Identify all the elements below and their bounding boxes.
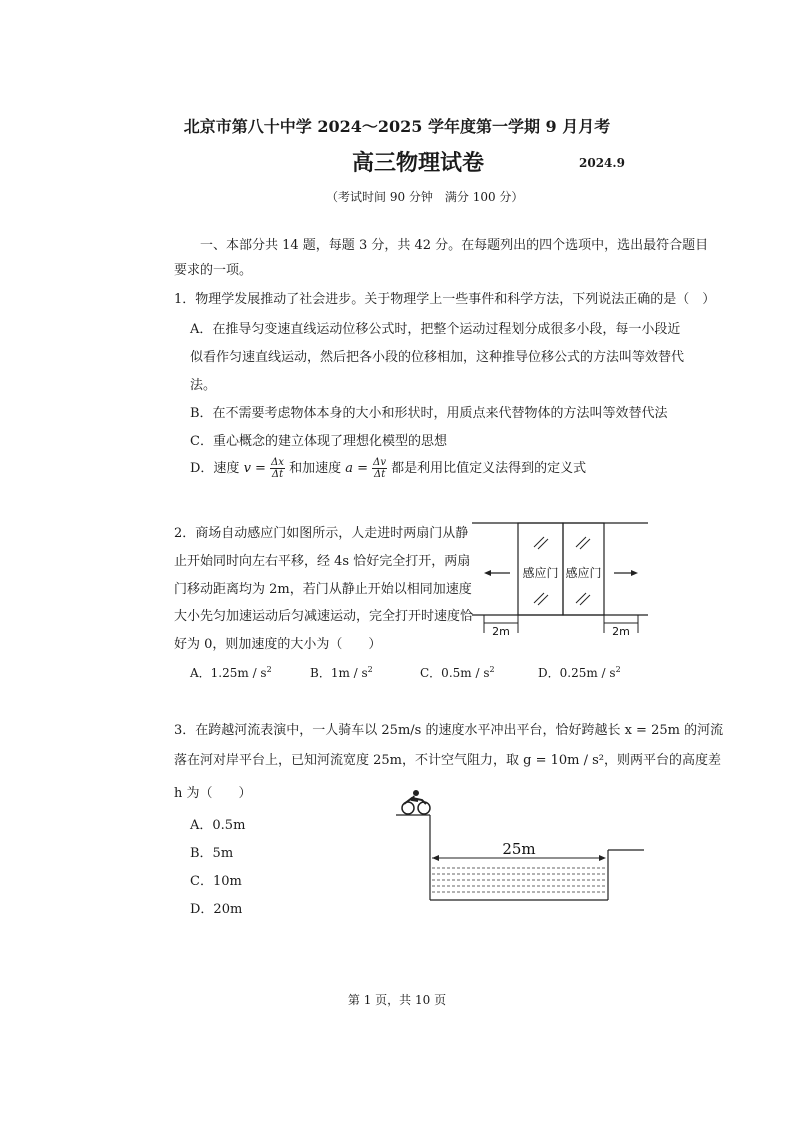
q1-option-a-line2: 似看作匀速直线运动，然后把各小段的位移相加，这种推导位移公式的方法叫等效替代 [190, 350, 685, 365]
q1-option-a-line3: 法。 [190, 378, 217, 393]
q1-d-a: a = [345, 461, 369, 476]
river-width-label: 25m [502, 840, 536, 858]
acceleration-denominator: Δt [373, 469, 386, 480]
q2-option-d: D．$0.25m / s^2$ [538, 665, 621, 680]
exam-info: （考试时间 90 分钟 满分 100 分） [326, 190, 524, 204]
q1-d-suffix: 都是利用比值定义法得到的定义式 [391, 461, 587, 476]
left-arrow-icon [484, 570, 491, 576]
velocity-denominator: Δt [271, 469, 284, 480]
sliding-door-diagram [468, 515, 658, 645]
acceleration-numerator: Δv [373, 457, 387, 468]
q2-line2: 止开始同时向左右平移，经 4s 恰好完全打开，两扇 [174, 554, 471, 569]
q2-option-a: A．$1.25m / s^2$ [190, 665, 272, 680]
velocity-numerator: Δx [271, 457, 284, 468]
q3-option-d: D．20m [190, 902, 243, 917]
acceleration-fraction [372, 457, 387, 480]
q2-option-b: B．$1m / s^2$ [310, 665, 373, 680]
exam-date: 2024.9 [579, 156, 625, 170]
q2-option-c: C．$0.5m / s^2$ [420, 665, 495, 680]
q3-option-b: B．5m [190, 846, 234, 861]
q1-d-prefix: D．速度 [190, 461, 244, 476]
q1-option-a: A．在推导匀变速直线运动位移公式时，把整个运动过程划分成很多小段，每一小段近 [190, 322, 681, 337]
right-door-label: 感应门 [565, 566, 602, 580]
q2-line5: 好为 0，则加速度的大小为（ ） [174, 637, 382, 652]
width-arrow-left-icon [432, 855, 439, 861]
right-distance-label: 2m [612, 625, 630, 638]
right-arrow-icon [631, 570, 638, 576]
page-number: 第 1 页，共 10 页 [347, 993, 447, 1007]
q3-line1: 3．在跨越河流表演中，一人骑车以 25m/s 的速度水平冲出平台，恰好跨越长 x = 25m 的河流 [174, 723, 724, 738]
river-jump-diagram [392, 790, 652, 905]
width-arrow-right-icon [599, 855, 606, 861]
left-distance-label: 2m [492, 625, 510, 638]
velocity-fraction [270, 457, 285, 480]
q3-line3: h 为（ ） [174, 786, 252, 801]
left-door-label: 感应门 [522, 566, 559, 580]
q1-option-c: C．重心概念的建立体现了理想化模型的思想 [190, 434, 447, 449]
motorcycle-rider-icon [402, 790, 430, 814]
q2-line3: 门移动距离均为 2m，若门从静止开始以相同加速度 [174, 582, 472, 597]
page-title: 高三物理试卷 [352, 150, 485, 176]
q3-line2: 落在河对岸平台上，已知河流宽度 25m，不计空气阻力，取 g = 10m / s²，则两平台的高度差 [174, 753, 722, 768]
q1-option-d [190, 455, 586, 483]
section-intro-line1: 一、本部分共 14 题，每题 3 分，共 42 分。在每题列出的四个选项中，选出最符合题目 [200, 238, 709, 253]
q3-option-a: A．0.5m [190, 818, 246, 833]
q2-line1: 2．商场自动感应门如图所示，人走进时两扇门从静 [174, 526, 469, 541]
q1-option-b: B．在不需要考虑物体本身的大小和形状时，用质点来代替物体的方法叫等效替代法 [190, 406, 668, 421]
q1-d-v: v = [243, 461, 266, 476]
q1-stem: 1．物理学发展推动了社会进步。关于物理学上一些事件和科学方法，下列说法正确的是（ ） [174, 292, 716, 307]
section-intro-line2: 要求的一项。 [174, 263, 253, 278]
q1-d-mid: 和加速度 [289, 461, 346, 476]
q3-option-c: C．10m [190, 874, 242, 889]
q2-line4: 大小先匀加速运动后匀减速运动，完全打开时速度恰 [174, 609, 474, 624]
exam-title: 北京市第八十中学 2024～2025 学年度第一学期 9 月月考 [183, 117, 611, 136]
river-water [432, 868, 606, 892]
